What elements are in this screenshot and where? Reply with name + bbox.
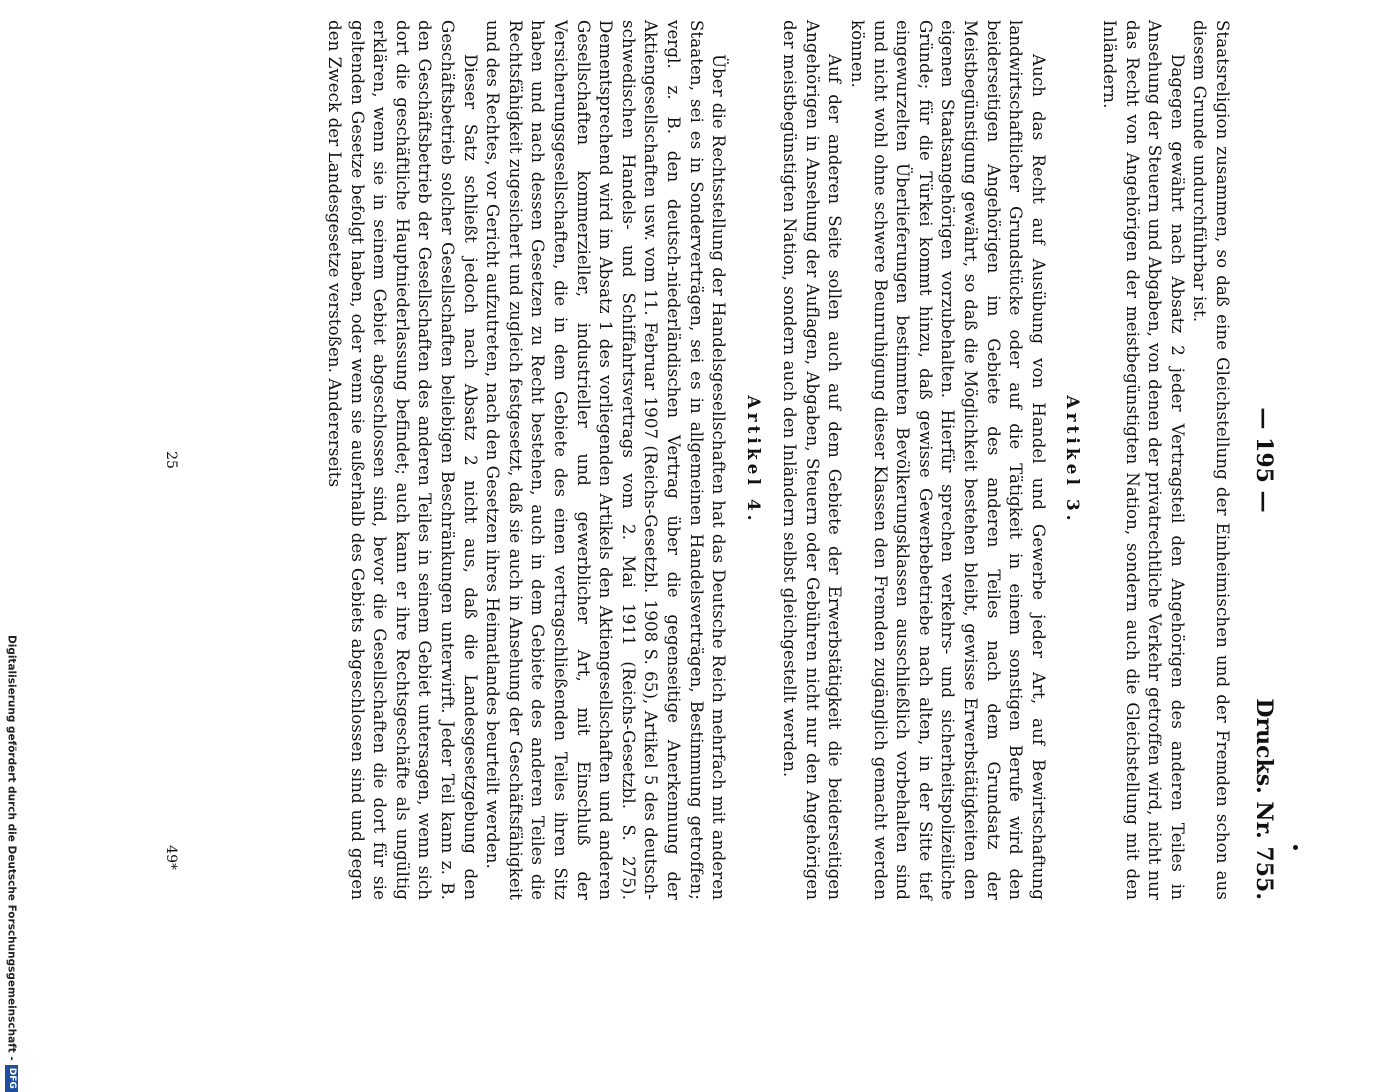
paragraph: Dagegen gewährt nach Absatz 2 jeder Vertragsteil den Angehörigen des anderen Teiles in Ansehung der Steuern und Abgaben, von denen der privatrechtliche Verkehr getroffen wird, nicht nur das Recht von Angehörigen der meistbegünstigten Nation, sondern auch die Gleichstellung mit den Inländern. <box>1100 20 1187 900</box>
paragraph: Dieser Satz schließt jedoch nach Absatz 2 nicht aus, daß die Landesgesetzgebung den Geschäftsbetrieb solcher Gesellschaften beliebigen Beschränkungen unterwirft. Jeder Teil kann z. B. den Geschäftsbetrieb der Gesellschaften des anderen Teiles in seinem Gebiet untersagen, wenn sich dort die geschäftliche Hauptniederlassung befindet; auch kann er ihre Rechtsgeschäfte als ungültig erklären, wenn sie in seinem Gebiet abgeschlossen sind, bevor die Gesellschaften die dort für sie geltenden Gesetze befolgt haben, oder wenn sie außerhalb des Gebiets abgeschlossen sind und gegen den Zweck der Landesgesetze verstoßen. Andererseits <box>325 20 480 900</box>
signature-mark: 25 <box>163 451 179 469</box>
paragraph: Staatsreligion zusammen, so daß eine Gleichstellung der Einheimischen und der Fremden schon aus diesem Grunde undurchführbar ist. <box>1190 20 1232 900</box>
page-header <box>1247 20 1277 900</box>
page-number: — 195 — <box>1251 407 1277 513</box>
page-body <box>322 20 1233 900</box>
digitization-credit <box>2 635 18 1089</box>
document-reference: Drucks. Nr. 755. <box>1251 698 1277 900</box>
paragraph: Über die Rechtsstellung der Handelsgesellschaften hat das Deutsche Reich mehrfach mit anderen Staaten, sei es in Sonderverträgen, sei es in allgemeinen Handelsverträgen, Bestimmung getroffen; vergl. z. B. den deutsch-niederländischen Vertrag über die gegenseitige Anerkennung der Aktiengesellschaften usw. vom 11. Februar 1907 (Reichs-Gesetzbl. 1908 S. 65), Artikel 5 des deutsch-schwedischen Handels- und Schiffahrtsvertrags vom 2. Mai 1911 (Reichs-Gesetzbl. S. 275). Dementsprechend wird im Absatz 1 des vorliegenden Artikels den Aktiengesellschaften und anderen Gesellschaften kommerzieller, industrieller und gewerblicher Art, mit Einschluß der Versicherungsgesellschaften, die in dem Gebiete des einen vertragschließenden Teiles ihren Sitz haben und nach dessen Gesetzen zu Recht bestehen, auch in dem Gebiete des anderen Teiles die Rechtsfähigkeit zugesichert und zugleich festgesetzt, daß sie auch in Ansehung der Geschäftsfähigkeit und des Rechtes, vor Gericht aufzutreten, nach den Gesetzen ihres Heimatlandes beurteilt werden. <box>483 20 729 900</box>
ink-dot <box>1293 845 1298 850</box>
paragraph: Auf der anderen Seite sollen auch auf dem Gebiete der Erwerbstätigkeit die beiderseitigen Angehörigen in Ansehung der Auflagen, Abgaben, Steuern oder Gebühren nicht nur den Angehörigen der meistbegünstigten Nation, sondern auch den Inländern selbst gleichgestellt werden. <box>780 20 845 900</box>
paragraph: Auch das Recht auf Ausübung von Handel und Gewerbe jeder Art, auf Bewirtschaftung landwirtschaftlicher Grundstücke oder auf die Tätigkeit in einem sonstigen Berufe wird den beiderseitigen Angehörigen im Gebiete des anderen Teiles nach dem Grundsatz der Meistbegünstigung gewährt, so daß die Möglichkeit bestehen bleibt, gewisse Erwerbstätigkeiten den eigenen Staatsangehörigen vorzubehalten. Hierfür sprechen verkehrs- und sicherheitspolizeiliche Gründe; für die Türkei kommt hinzu, daß gewisse Gewerbebetriebe nach alten, in der Sitte tief eingewurzelten Überlieferungen bestimmten Bevölkerungsklassen ausschließlich vorbehalten sind und nicht wohl ohne schwere Beunruhigung dieser Klassen den Fremden zugänglich gemacht werden können. <box>848 20 1048 900</box>
page-footer <box>155 20 179 900</box>
credit-text: Digitalisierung gefördert durch die Deutsche Forschungsgemeinschaft - <box>5 635 18 1061</box>
section-heading-article-4: Artikel 4. <box>742 395 763 525</box>
section-heading-article-3: Artikel 3. <box>1062 395 1083 525</box>
dfg-logo-icon: DFG <box>5 1065 18 1092</box>
rotated-document-page <box>152 20 1277 900</box>
sheet-mark: 49* <box>163 845 179 870</box>
